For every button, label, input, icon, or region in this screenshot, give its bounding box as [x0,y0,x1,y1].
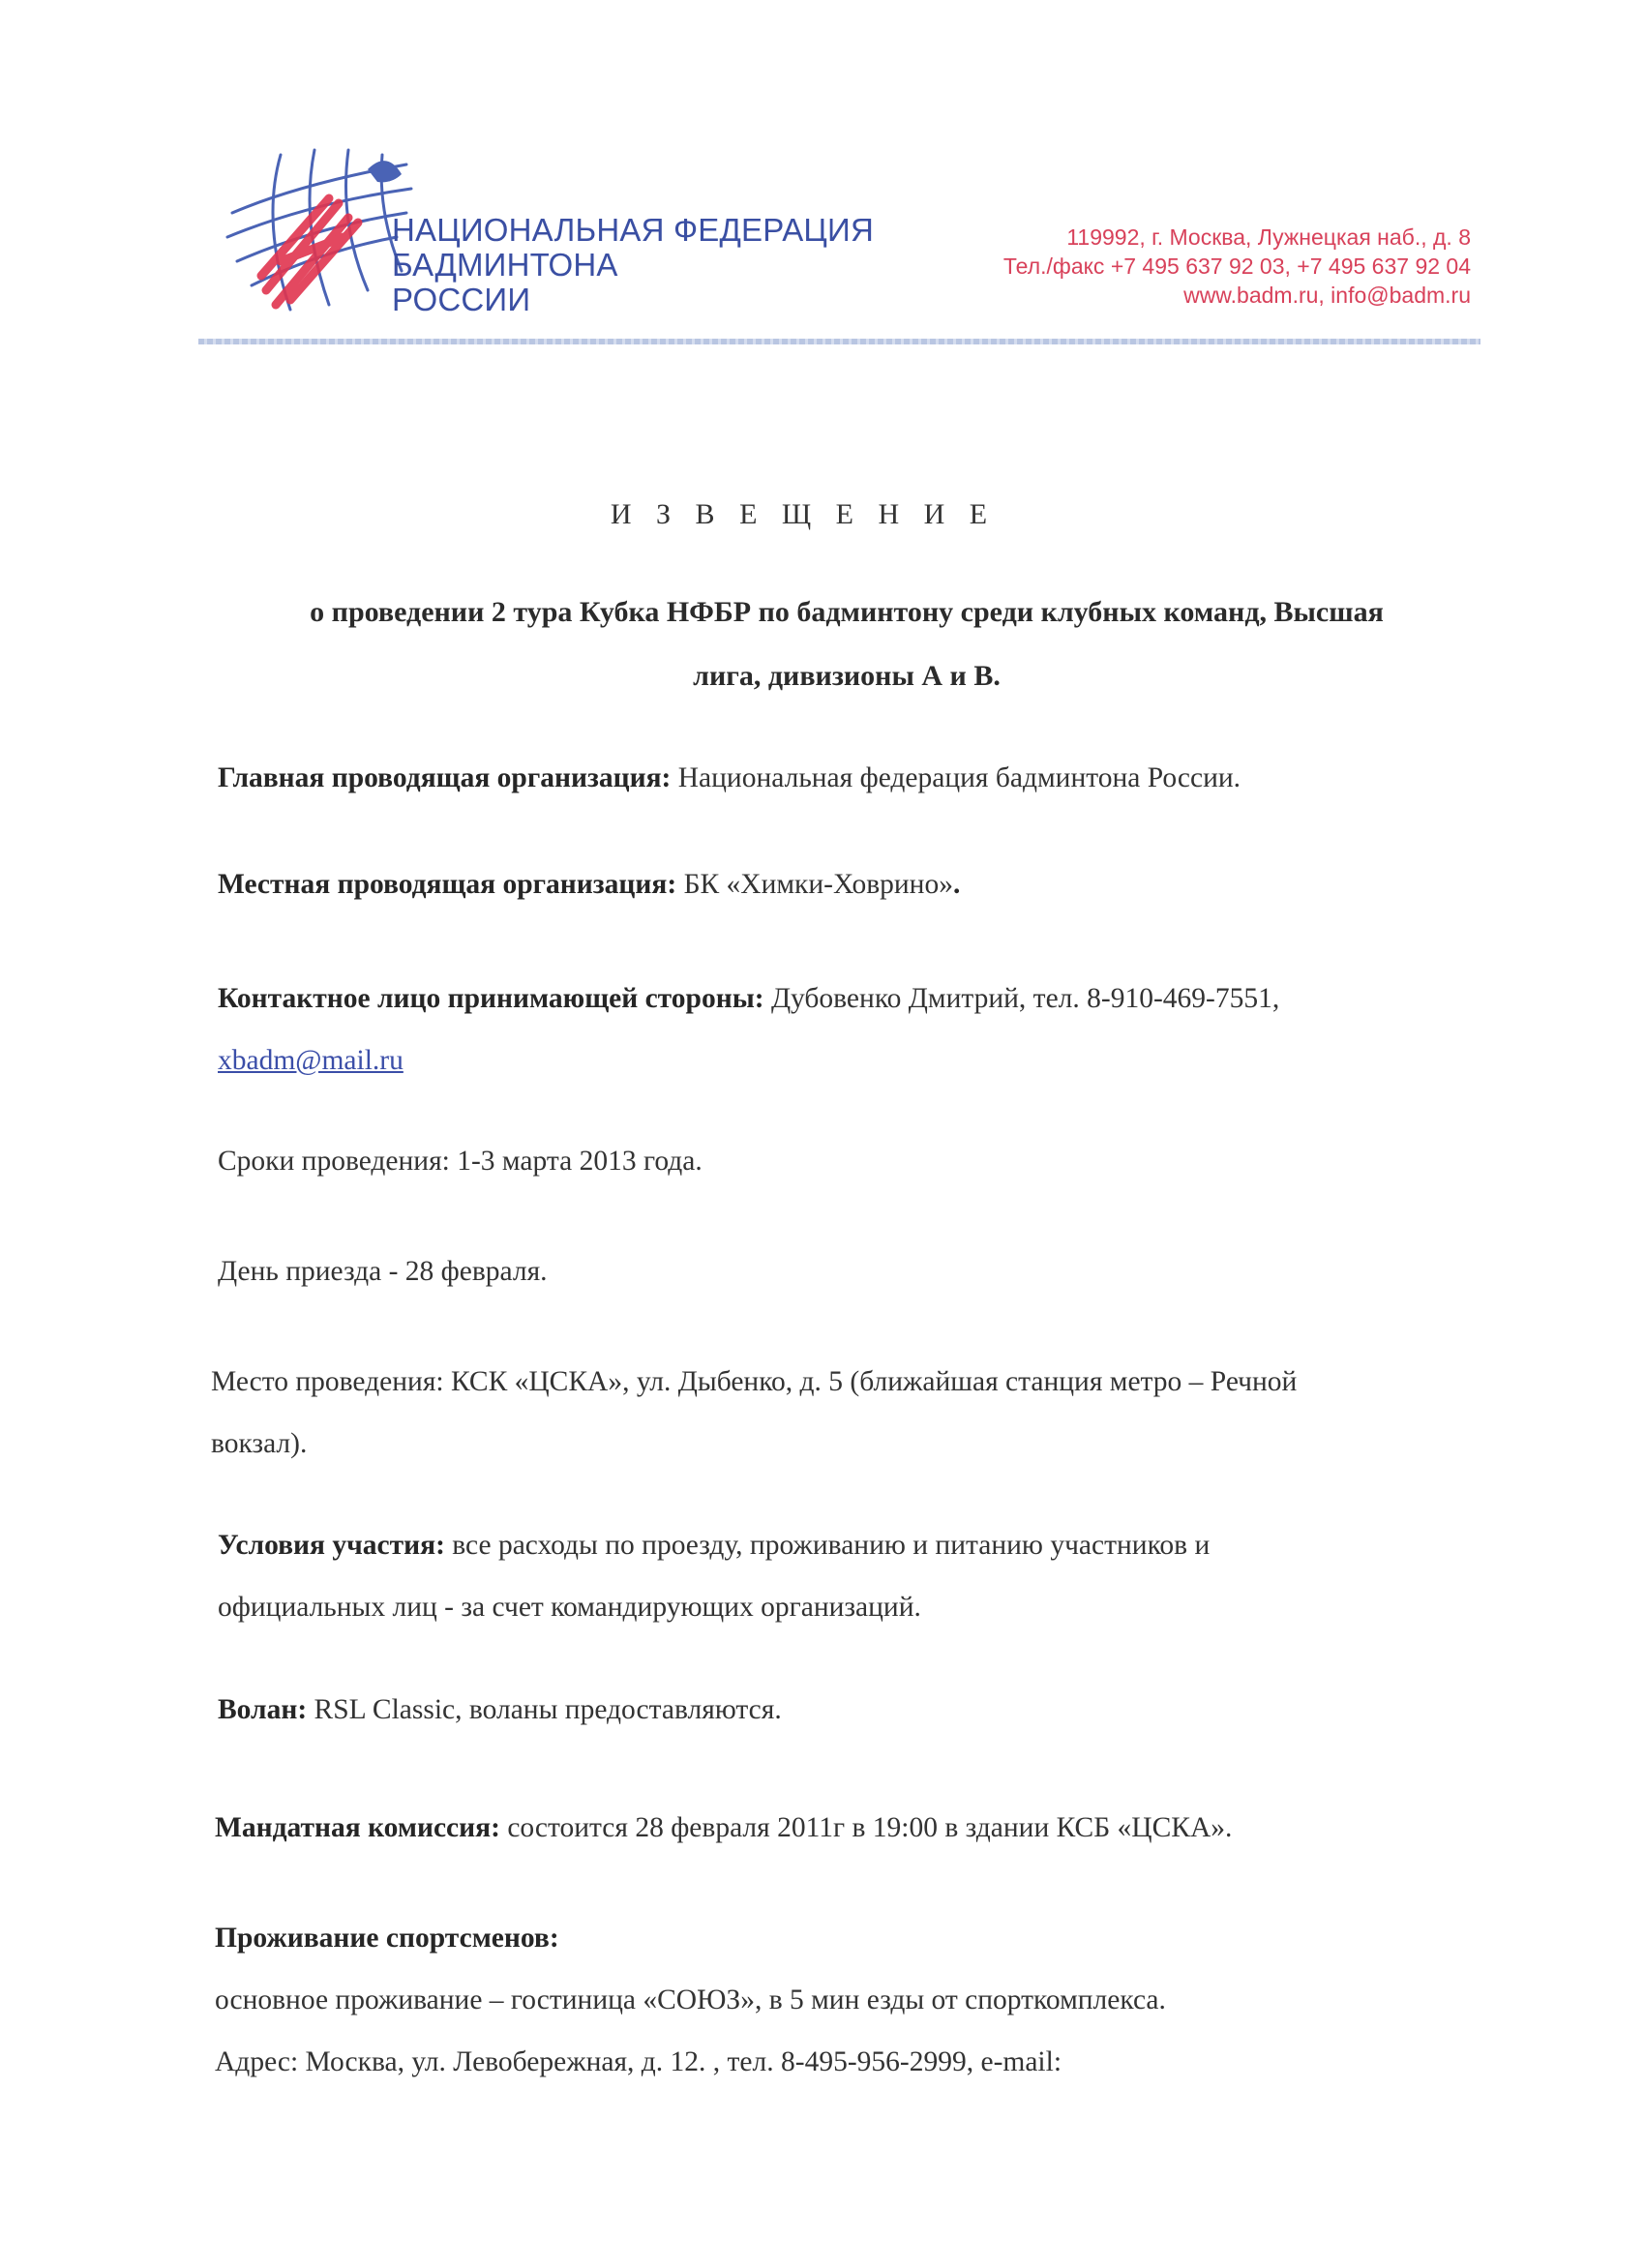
main-organizer-value: Национальная федерация бадминтона России. [671,762,1241,793]
letterhead-phone: Тел./факс +7 495 637 92 03, +7 495 637 92 04 [1002,254,1471,279]
contact-value: Дубовенко Дмитрий, тел. 8-910-469-7551, [763,983,1280,1014]
local-organizer-value: БК «Химки-Ховрино» [676,869,953,900]
venue-paragraph [211,1351,1469,1475]
contact-email-link[interactable]: xbadm@mail.ru [218,1045,404,1076]
badminton-net-shuttle-logo-icon [223,145,416,319]
venue-line-2: вокзал). [211,1428,308,1459]
accommodation-label: Проживание спортсменов: [215,1923,559,1954]
accommodation-paragraph [215,1907,1473,2093]
main-organizer-label: Главная проводящая организация: [218,762,672,793]
contact-label: Контактное лицо принимающей стороны: [218,983,764,1014]
accommodation-line-1: основное проживание – гостиница «СОЮЗ», в 5 мин езды от спорткомплекса. [215,1984,1166,2015]
dates-paragraph: Сроки проведения: 1-3 марта 2013 года. [218,1146,703,1177]
conditions-label: Условия участия: [218,1530,445,1561]
accommodation-line-2: Адрес: Москва, ул. Левобережная, д. 12. , тел. 8-495-956-2999, e-mail: [215,2046,1062,2077]
main-organizer-paragraph [218,747,1476,809]
local-organizer-label: Местная проводящая организация: [218,869,677,900]
org-name-line-2: БАДМИНТОНА [392,247,618,283]
commission-label: Мандатная комиссия: [215,1812,500,1843]
commission-paragraph [215,1797,1473,1859]
org-name-line-3: РОССИИ [392,282,531,317]
subtitle-line-2: лига, дивизионы А и В. [693,660,1001,692]
venue-line-1: Место проведения: КСК «ЦСКА», ул. Дыбенко, д. 5 (ближайшая станция метро – Речной [211,1366,1298,1397]
shuttle-paragraph [218,1679,1476,1741]
commission-value: состоится 28 февраля 2011г в 19:00 в здании КСБ «ЦСКА». [499,1812,1233,1843]
organization-name [392,213,895,317]
letterhead-web-email: www.badm.ru, info@badm.ru [1183,283,1471,308]
conditions-paragraph [218,1514,1476,1638]
conditions-value-line-2: официальных лиц - за счет командирующих организаций. [218,1592,921,1623]
shuttle-label: Волан: [218,1694,308,1725]
local-organizer-paragraph [218,853,1476,915]
conditions-value-line-1: все расходы по проезду, проживанию и питанию участников и [444,1530,1211,1561]
document-subtitle [227,581,1466,708]
contact-paragraph [218,968,1476,1091]
letterhead-divider [198,339,1480,344]
local-organizer-suffix: . [952,869,961,900]
arrival-paragraph: День приезда - 28 февраля. [218,1256,548,1287]
document-title: И З В Е Щ Е Н И Е [610,498,997,530]
subtitle-line-1: о проведении 2 тура Кубка НФБР по бадминтону среди клубных команд, Высшая [310,596,1384,628]
org-name-line-1: НАЦИОНАЛЬНАЯ ФЕДЕРАЦИЯ [392,212,874,248]
shuttle-value: RSL Classic, воланы предоставляются. [307,1694,782,1725]
letterhead-contacts [871,223,1471,310]
letterhead-address: 119992, г. Москва, Лужнецкая наб., д. 8 [1066,224,1471,250]
